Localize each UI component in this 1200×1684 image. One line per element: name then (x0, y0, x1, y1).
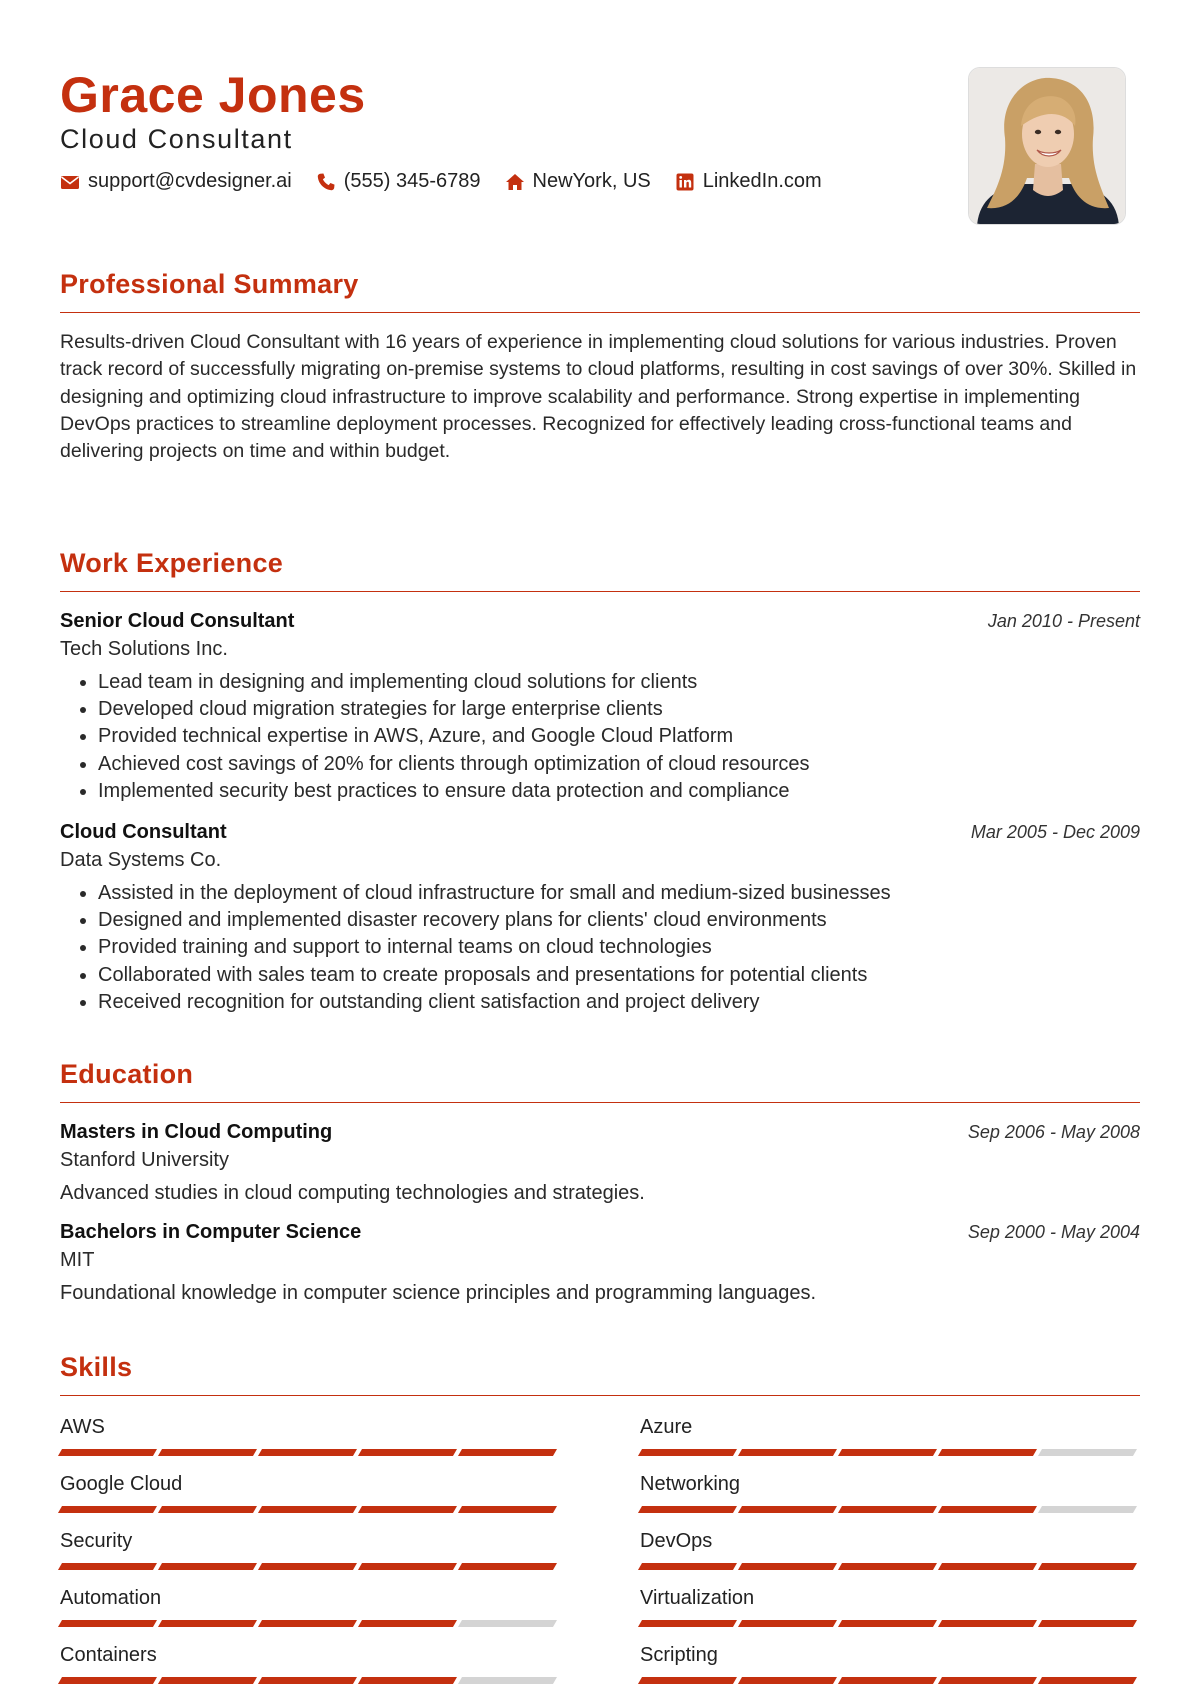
skill-level-bar (60, 1563, 560, 1570)
skill-level-segment-filled (258, 1677, 357, 1684)
skills-heading: Skills (60, 1352, 133, 1382)
skill-level-segment-filled (738, 1506, 837, 1513)
skill-level-segment-empty (1038, 1506, 1137, 1513)
list-item: • Achieved cost savings of 20% for clients through optimization of cloud resources (98, 751, 1140, 778)
skill-level-segment-filled (638, 1620, 737, 1627)
skill-level-segment-empty (458, 1677, 557, 1684)
skill-item (640, 1416, 1140, 1473)
job-title: Senior Cloud Consultant (60, 610, 295, 632)
skill-level-segment-filled (1038, 1620, 1137, 1627)
skill-level-segment-filled (358, 1563, 457, 1570)
skill-item (640, 1644, 1140, 1684)
school-name: Stanford University (60, 1149, 229, 1171)
skill-level-segment-filled (838, 1449, 937, 1456)
summary-section (60, 269, 1140, 465)
skill-item (60, 1587, 560, 1644)
job-bullets (60, 880, 1140, 1016)
skill-level-segment-filled (1038, 1677, 1137, 1684)
skill-name: Azure (640, 1416, 693, 1438)
skill-name: Automation (60, 1587, 162, 1609)
skill-level-segment-filled (638, 1677, 737, 1684)
skill-level-bar (60, 1449, 560, 1456)
section-divider (60, 591, 1140, 592)
skill-level-segment-filled (358, 1506, 457, 1513)
skill-item (60, 1644, 560, 1684)
contact-linkedin[interactable] (675, 170, 822, 193)
resume-page (60, 0, 1140, 1666)
contact-linkedin-text: LinkedIn.com (702, 170, 822, 192)
skill-level-segment-filled (158, 1449, 257, 1456)
work-experience-section (60, 548, 1140, 1016)
section-divider (60, 1395, 1140, 1396)
skill-level-bar (60, 1506, 560, 1513)
work-heading: Work Experience (60, 548, 284, 578)
skill-level-segment-filled (738, 1563, 837, 1570)
skill-level-segment-filled (938, 1449, 1037, 1456)
skill-name: Networking (640, 1473, 741, 1495)
contact-email[interactable] (60, 170, 292, 193)
education-entry (60, 1121, 1140, 1205)
skill-level-segment-filled (938, 1506, 1037, 1513)
job-dates: Mar 2005 - Dec 2009 (970, 822, 1140, 843)
job-dates: Jan 2010 - Present (987, 611, 1140, 631)
skill-name: Virtualization (640, 1587, 755, 1609)
skill-level-segment-filled (158, 1677, 257, 1684)
skills-grid (60, 1416, 1140, 1684)
skill-item (60, 1416, 560, 1473)
home-icon (505, 172, 525, 192)
job-company: Tech Solutions Inc. (60, 638, 228, 660)
section-divider (60, 1102, 1140, 1103)
resume-header (60, 0, 1140, 245)
education-section (60, 1059, 1140, 1305)
skill-level-segment-filled (158, 1506, 257, 1513)
list-item: • Lead team in designing and implementing cloud solutions for clients (98, 669, 1140, 696)
skill-level-segment-filled (258, 1449, 357, 1456)
skill-level-bar (640, 1563, 1140, 1570)
skill-level-segment-filled (158, 1563, 257, 1570)
skill-item (60, 1530, 560, 1587)
skill-level-segment-filled (58, 1449, 157, 1456)
skill-item (60, 1473, 560, 1530)
skill-name: Security (60, 1530, 133, 1552)
skill-level-bar (640, 1506, 1140, 1513)
degree-title: Bachelors in Computer Science (60, 1221, 362, 1243)
skill-name: AWS (60, 1416, 105, 1438)
education-heading: Education (60, 1059, 194, 1089)
skill-level-segment-filled (938, 1677, 1037, 1684)
job-bullets (60, 669, 1140, 805)
candidate-title: Cloud Consultant (60, 124, 293, 154)
skill-level-segment-filled (938, 1620, 1037, 1627)
skill-item (640, 1530, 1140, 1587)
school-name: MIT (60, 1249, 95, 1271)
skill-level-bar (60, 1620, 560, 1627)
skill-level-segment-filled (58, 1506, 157, 1513)
skill-level-segment-filled (358, 1620, 457, 1627)
skill-level-segment-filled (738, 1677, 837, 1684)
skill-level-segment-filled (1038, 1563, 1137, 1570)
list-item: • Received recognition for outstanding client satisfaction and project delivery (98, 989, 1140, 1016)
list-item: • Implemented security best practices to ensure data protection and compliance (98, 778, 1140, 805)
skill-level-segment-empty (1038, 1449, 1137, 1456)
skill-level-segment-filled (358, 1677, 457, 1684)
contact-location-text: NewYork, US (532, 170, 651, 192)
skill-name: Containers (60, 1644, 157, 1666)
linkedin-icon (675, 172, 695, 192)
job-entry (60, 821, 1140, 1016)
education-description: Foundational knowledge in computer science principles and programming languages. (60, 1282, 817, 1304)
skill-level-segment-filled (838, 1677, 937, 1684)
skill-level-segment-filled (738, 1449, 837, 1456)
skill-level-segment-filled (258, 1563, 357, 1570)
job-title: Cloud Consultant (60, 821, 227, 844)
education-entry (60, 1221, 1140, 1305)
education-dates: Sep 2000 - May 2004 (967, 1222, 1140, 1242)
skill-level-segment-filled (838, 1506, 937, 1513)
job-company: Data Systems Co. (60, 849, 222, 872)
section-divider (60, 312, 1140, 313)
list-item: • Collaborated with sales team to create proposals and presentations for potential clients (98, 962, 1140, 989)
skill-level-segment-filled (58, 1620, 157, 1627)
skill-level-segment-filled (258, 1506, 357, 1513)
skill-level-bar (640, 1449, 1140, 1456)
candidate-name: Grace Jones (60, 67, 366, 123)
skill-name: DevOps (640, 1530, 713, 1552)
skill-level-segment-filled (638, 1563, 737, 1570)
profile-photo (968, 67, 1126, 225)
skill-level-segment-filled (58, 1563, 157, 1570)
skill-level-segment-filled (458, 1506, 557, 1513)
list-item: • Designed and implemented disaster recovery plans for clients' cloud environments (98, 907, 1140, 934)
skill-level-segment-filled (738, 1620, 837, 1627)
summary-text: Results-driven Cloud Consultant with 16 years of experience in implementing cloud solutions for various industries. Proven track record of successfully migrating on-premise systems to cloud platforms, resulting in cost savings of over 30%. Skilled in designing and optimizing cloud infrastructure to improve scalability and performance. Strong expertise in implementing DevOps practices to streamline deployment processes. Recognized for effectively leading cross-functional teams and delivering projects on time and within budget. (60, 331, 1137, 463)
contact-phone-text: (555) 345-6789 (343, 170, 481, 192)
skill-level-bar (640, 1620, 1140, 1627)
skill-level-segment-filled (358, 1449, 457, 1456)
skill-level-bar (60, 1677, 560, 1684)
skill-level-segment-filled (638, 1506, 737, 1513)
skill-level-bar (640, 1677, 1140, 1684)
skill-level-segment-filled (58, 1677, 157, 1684)
contact-phone[interactable] (316, 170, 481, 193)
contact-location (505, 170, 651, 193)
skill-item (640, 1473, 1140, 1530)
skill-level-segment-filled (258, 1620, 357, 1627)
skill-level-segment-filled (938, 1563, 1037, 1570)
skill-level-segment-filled (638, 1449, 737, 1456)
list-item: • Developed cloud migration strategies for large enterprise clients (98, 696, 1140, 723)
list-item: • Assisted in the deployment of cloud infrastructure for small and medium-sized businesses (98, 880, 1140, 907)
skill-name: Google Cloud (60, 1473, 183, 1495)
skill-level-segment-empty (458, 1620, 557, 1627)
skill-level-segment-filled (838, 1563, 937, 1570)
skill-level-segment-filled (458, 1563, 557, 1570)
contact-email-text: support@cvdesigner.ai (88, 170, 292, 192)
skill-level-segment-filled (838, 1620, 937, 1627)
envelope-icon (60, 172, 80, 192)
job-entry (60, 610, 1140, 805)
list-item: • Provided training and support to internal teams on cloud technologies (98, 934, 1140, 961)
skills-section (60, 1352, 1140, 1684)
skill-level-segment-filled (158, 1620, 257, 1627)
skill-item (640, 1587, 1140, 1644)
contact-list (60, 170, 846, 193)
skill-name: Scripting (640, 1644, 718, 1666)
skill-level-segment-filled (458, 1449, 557, 1456)
education-description: Advanced studies in cloud computing technologies and strategies. (60, 1182, 645, 1204)
list-item: • Provided technical expertise in AWS, Azure, and Google Cloud Platform (98, 723, 1140, 750)
phone-icon (316, 172, 336, 192)
summary-heading: Professional Summary (60, 269, 359, 299)
degree-title: Masters in Cloud Computing (60, 1121, 333, 1143)
education-dates: Sep 2006 - May 2008 (967, 1122, 1140, 1142)
